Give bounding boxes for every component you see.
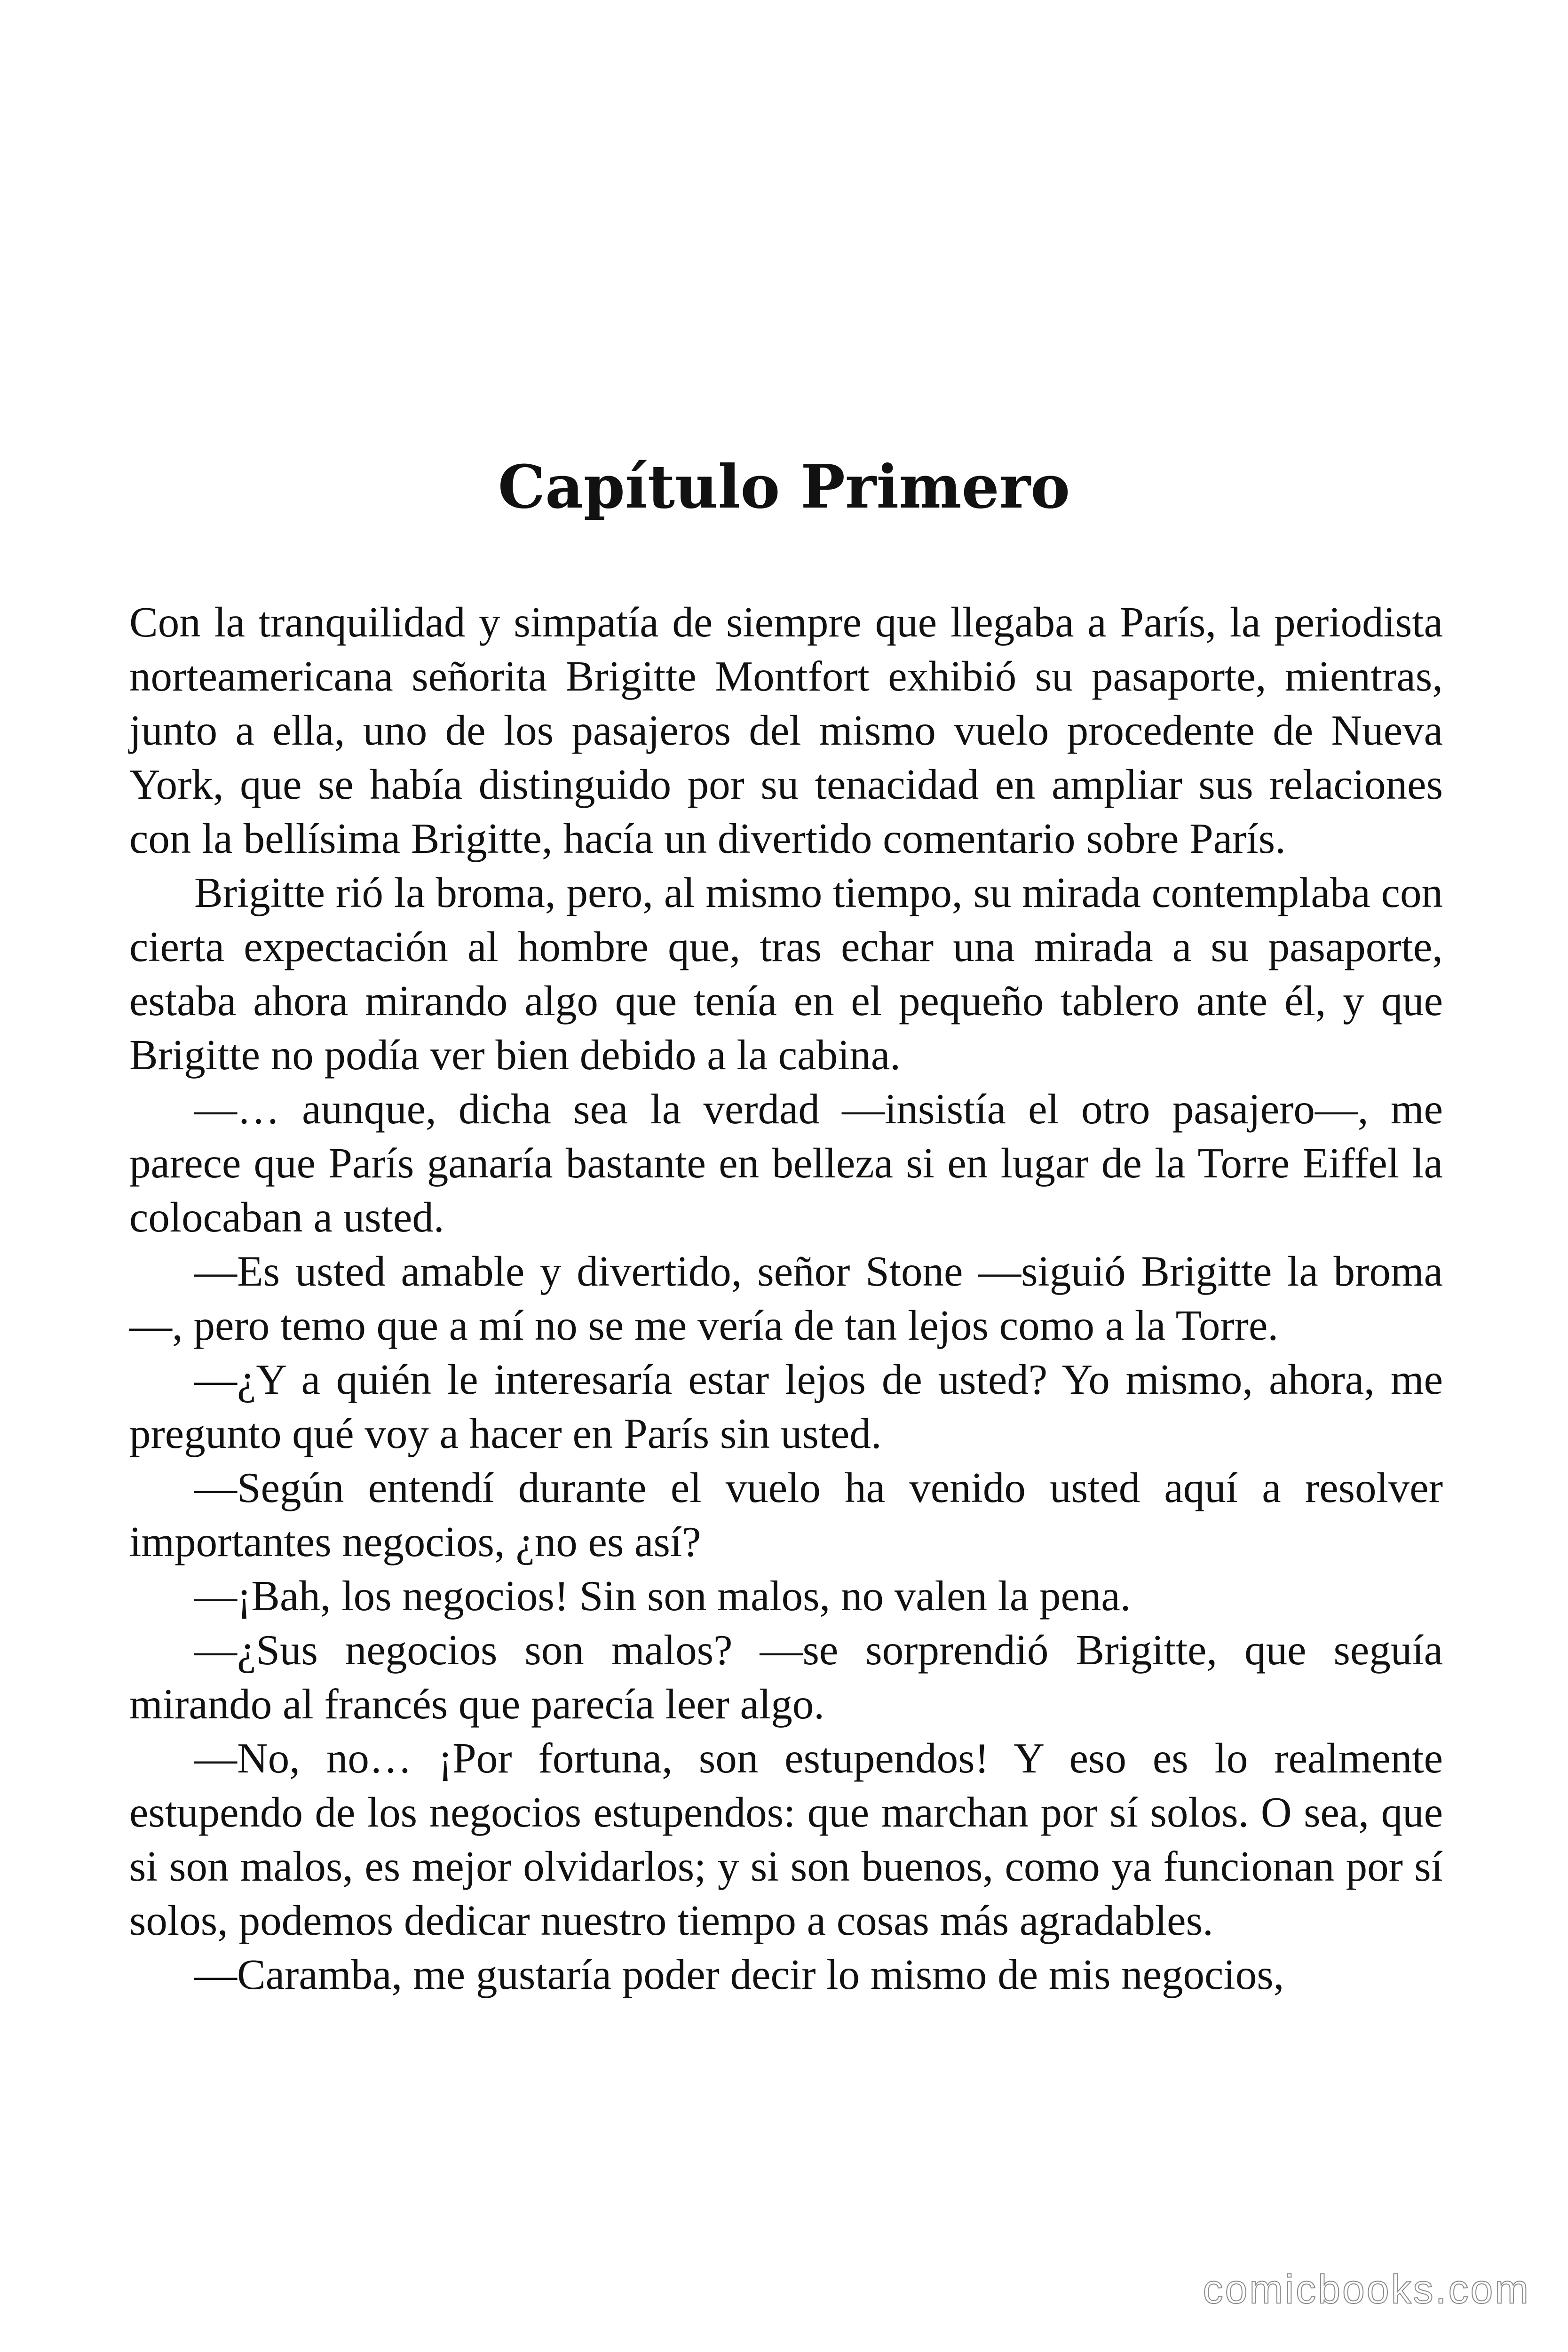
paragraph: —No, no… ¡Por fortuna, son estupendos! Y eso es lo realmente estupendo de los negocios estupendos: que marchan por sí solos. O sea, que si son malos, es mejor olvidarlos; y si son buenos, como ya funcionan por sí solos, podemos dedicar nuestro tiempo a cosas más agradables. <box>129 1734 1443 1944</box>
chapter-title: Capítulo Primero <box>498 452 1070 522</box>
paragraph: —¿Sus negocios son malos? —se sorprendió Brigitte, que seguía mirando al francés que parecía leer algo. <box>129 1626 1443 1728</box>
paragraph: —¿Y a quién le interesaría estar lejos de usted? Yo mismo, ahora, me pregunto qué voy a hacer en París sin usted. <box>129 1356 1443 1457</box>
watermark: comicbooks.com <box>1203 2267 1530 2312</box>
paragraph: Brigitte rió la broma, pero, al mismo tiempo, su mirada contemplaba con cierta expectación al hombre que, tras echar una mirada a su pasaporte, estaba ahora mirando algo que tenía en el pequeño tablero ante él, y que Brigitte no podía ver bien debido a la cabina. <box>129 869 1443 1079</box>
paragraph: —Según entendí durante el vuelo ha venido usted aquí a resolver importantes negocios, ¿no es así? <box>129 1464 1443 1565</box>
paragraph: Con la tranquilidad y simpatía de siempre que llegaba a París, la periodista norteamericana señorita Brigitte Montfort exhibió su pasaporte, mientras, junto a ella, uno de los pasajeros del mismo vuelo procedente de Nueva York, que se había distinguido por su tenacidad en ampliar sus relaciones con la bellísima Brigitte, hacía un divertido comentario sobre París. <box>129 598 1443 862</box>
paragraph: —¡Bah, los negocios! Sin son malos, no valen la pena. <box>194 1572 1131 1620</box>
paragraph: —Caramba, me gustaría poder decir lo mismo de mis negocios, <box>194 1951 1284 1998</box>
paragraph: —Es usted amable y divertido, señor Stone —siguió Brigitte la broma—, pero temo que a mí no se me vería de tan lejos como a la Torre. <box>129 1248 1443 1349</box>
chapter-body <box>129 595 1443 2002</box>
paragraph: —… aunque, dicha sea la verdad —insistía el otro pasajero—, me parece que París ganaría bastante en belleza si en lugar de la Torre Eiffel la colocaban a usted. <box>129 1085 1443 1241</box>
